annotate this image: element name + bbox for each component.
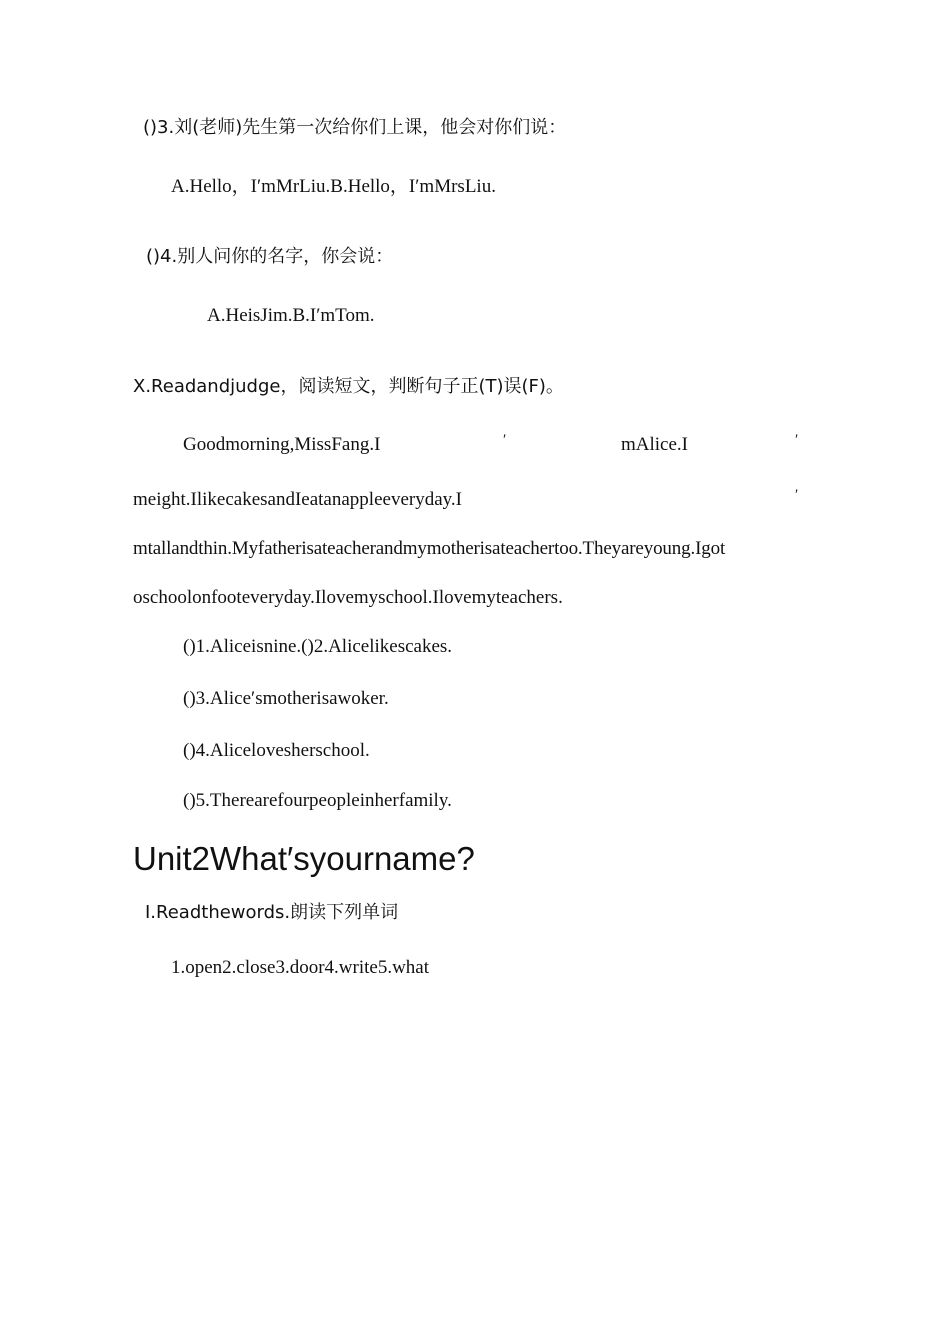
question-4: ()4.别人问你的名字，你会说： xyxy=(146,246,394,267)
section-1-title: Ⅰ.Readthewords.朗读下列单词 xyxy=(145,902,399,923)
passage-line-2: meight.IlikecakesandIeatanappleeveryday.I xyxy=(133,489,462,510)
judge-question-4: ()4.Alicelovesherschool. xyxy=(183,740,370,761)
word-list: 1.open2.close3.door4.write5.what xyxy=(171,957,430,978)
passage-line-4: oschoolonfooteveryday.Ilovemyschool.Ilovemyteachers. xyxy=(133,587,563,608)
question-3: ()3.刘(老师)先生第一次给你们上课，他会对你们说： xyxy=(143,117,567,138)
question-3-options: A.Hello，I′mMrLiu.B.Hello，I′mMrsLiu. xyxy=(171,176,496,197)
unit-heading: Unit2What′syourname? xyxy=(133,840,475,877)
passage-line-1b: mAlice.I xyxy=(621,434,689,455)
passage-line-1a: Goodmorning,MissFang.I xyxy=(183,434,381,455)
question-4-options: A.HeisJim.B.I′mTom. xyxy=(207,305,375,326)
judge-question-1-2: ()1.Aliceisnine.()2.Alicelikescakes. xyxy=(183,636,453,657)
passage-prime-3: ′ xyxy=(795,487,799,503)
passage-prime-1: ′ xyxy=(503,432,507,448)
section-x-title: Ⅹ.Readandjudge，阅读短文，判断句子正(T)误(F)。 xyxy=(133,376,564,397)
judge-question-3: ()3.Alice′smotherisawoker. xyxy=(183,688,389,709)
passage-line-3: mtallandthin.Myfatherisateacherandmymotherisateachertoo.Theyareyoung.Igot xyxy=(133,538,726,559)
passage-prime-2: ′ xyxy=(795,432,799,448)
judge-question-5: ()5.Therearefourpeopleinherfamily. xyxy=(183,790,452,811)
